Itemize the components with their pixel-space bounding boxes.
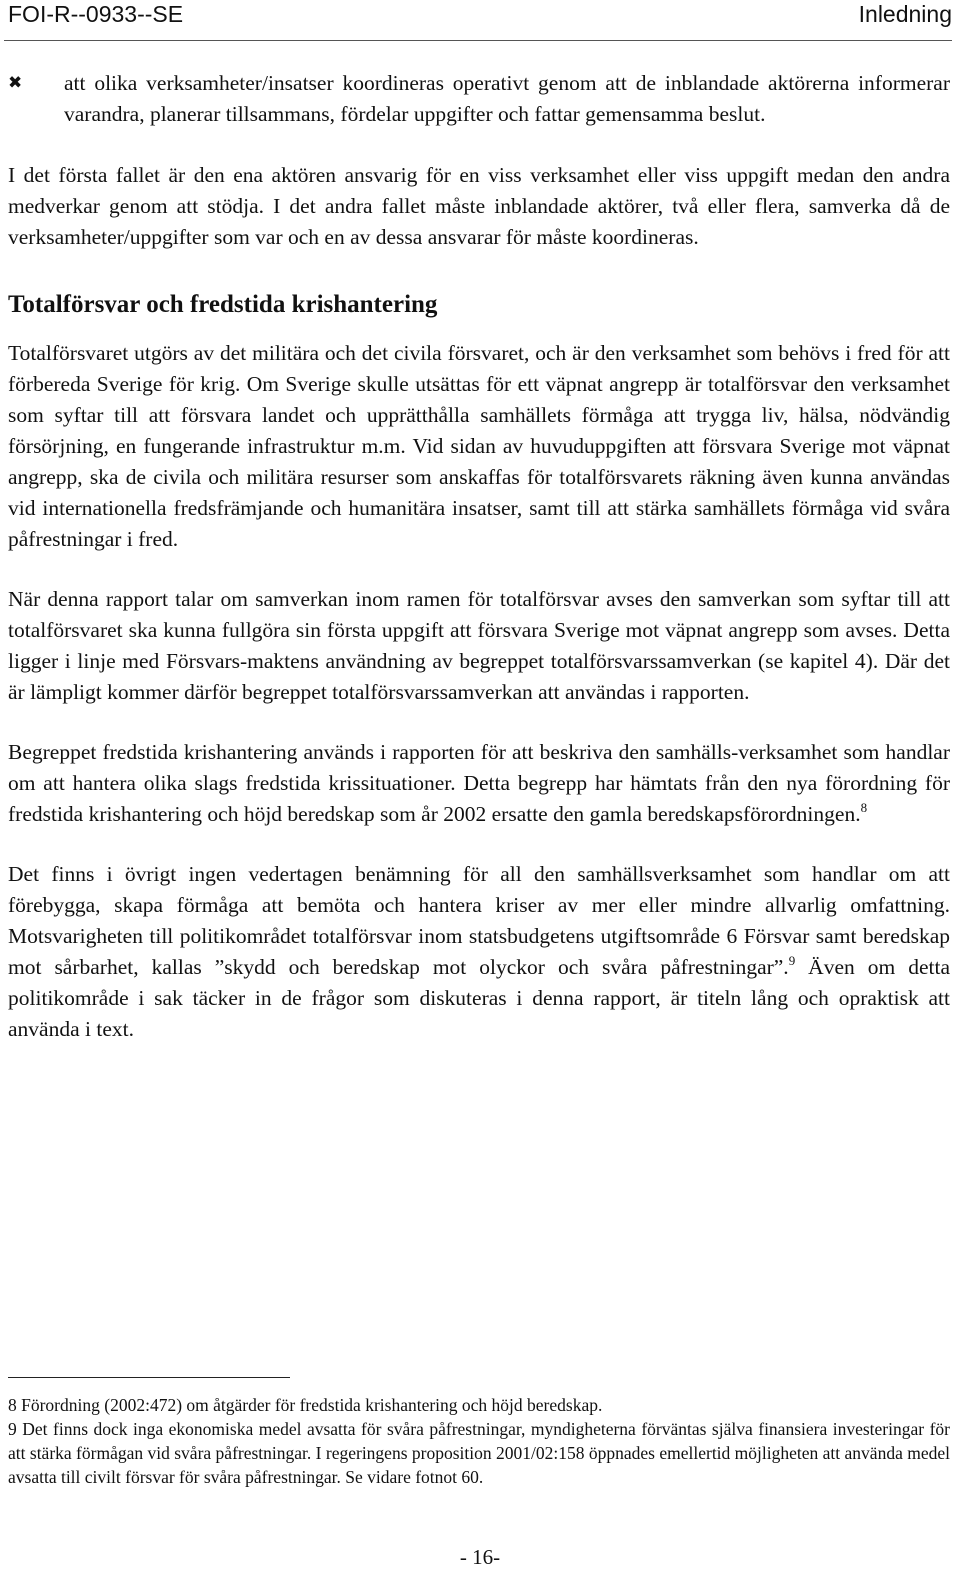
paragraph: I det första fallet är den ena aktören ansvarig för en viss verksamhet eller viss uppgift medan den andra medverkar genom att stödja. I det andra fallet måste inblandade aktörer, två eller flera, samverka då de verksamheter/uppgifter som var och en av dessa ansvarar för måste koordineras. bbox=[8, 163, 950, 249]
bullet-text: att olika verksamheter/insatser koordineras operativt genom att de inblandade aktörerna informerar varandra, planerar tillsammans, fördelar uppgifter och fattar gemensamma beslut. bbox=[64, 71, 950, 126]
page-body bbox=[8, 68, 950, 1045]
paragraph: När denna rapport talar om samverkan inom ramen för totalförsvar avses den samverkan som syftar till att totalförsvaret ska kunna fullgöra sin första uppgift att försvara Sverige mot väpnat angrepp som avses. Detta ligger i linje med Försvars-maktens användning av begreppet totalförsvarssamverkan (se kapitel 4). Där det är lämpligt kommer därför begreppet totalförsvarssamverkan att användas i rapporten. bbox=[8, 587, 950, 704]
section-title: Inledning bbox=[858, 1, 952, 27]
footnote: 9 Det finns dock inga ekonomiska medel avsatta för svåra påfrestningar, myndigheterna förväntas själva finansiera investeringar för att stärka förmågan vid svåra påfrestningar. I regeringens proposition 2001/02:158 öppnades emellertid möjligheten att använda medel avsatta till civilt försvar för svåra påfrestningar. Se vidare fotnot 60. bbox=[8, 1419, 950, 1487]
bullet-item bbox=[8, 68, 950, 130]
document-id: FOI-R--0933--SE bbox=[8, 1, 184, 27]
footnote-ref[interactable]: 8 bbox=[860, 800, 868, 815]
cross-bullet-icon: ✖ bbox=[8, 73, 23, 93]
section-heading: Totalförsvar och fredstida krishantering bbox=[8, 291, 438, 318]
paragraph-text: Begreppet fredstida krishantering används i rapporten för att beskriva den samhälls-verksamhet som handlar om att hantera olika slags fredstida krissituationer. Detta begrepp har hämtats från den nya förordning för fredstida krishantering och höjd beredskap som år 2002 ersatte den gamla beredskapsförordningen. bbox=[8, 740, 950, 826]
paragraph-text: Även om detta politikområde i sak täcker in de frågor som diskuteras i denna rapport, är titeln lång och opraktisk att använda i text. bbox=[8, 955, 950, 1041]
page-number: - 16- bbox=[459, 1545, 501, 1569]
paragraph: Totalförsvaret utgörs av det militära och det civila försvaret, och är den verksamhet som behövs i fred för att förbereda Sverige för krig. Om Sverige skulle utsättas för ett väpnat angrepp är totalförsvar den verksamhet som syftar till att försvara landet och upprätthålla samhällets förmåga att trygga liv, hälsa, nödvändig försörjning, en fungerande infrastruktur m.m. Vid sidan av huvuduppgiften att försvara Sverige mot väpnat angrepp, ska de civila och militära resurser som anskaffas för totalförsvarets räkning även kunna användas vid internationella fredsfrämjande och humanitära insatser, samt till att stärka samhällets förmåga vid svåra påfrestningar i fred. bbox=[8, 341, 950, 551]
page-header bbox=[4, 0, 952, 41]
footnote-ref[interactable]: 9 bbox=[788, 953, 796, 968]
paragraph-text: Det finns i övrigt ingen vedertagen benämning för all den samhällsverksamhet som handlar om att förebygga, skapa förmåga att bemöta och hantera kriser av mer eller mindre allvarlig omfattning. Motsvarigheten till politikområdet totalförsvar inom statsbudgetens utgiftsområde 6 Försvar samt beredskap mot sårbarhet, kallas ”skydd och beredskap mot olyckor och svåra påfrestningar”. bbox=[8, 862, 950, 979]
footnote: 8 Förordning (2002:472) om åtgärder för fredstida krishantering och höjd beredskap. bbox=[8, 1395, 603, 1415]
footnote-divider bbox=[8, 1377, 290, 1378]
paragraph bbox=[8, 859, 950, 1045]
paragraph bbox=[8, 737, 950, 830]
footnotes bbox=[8, 1393, 950, 1489]
